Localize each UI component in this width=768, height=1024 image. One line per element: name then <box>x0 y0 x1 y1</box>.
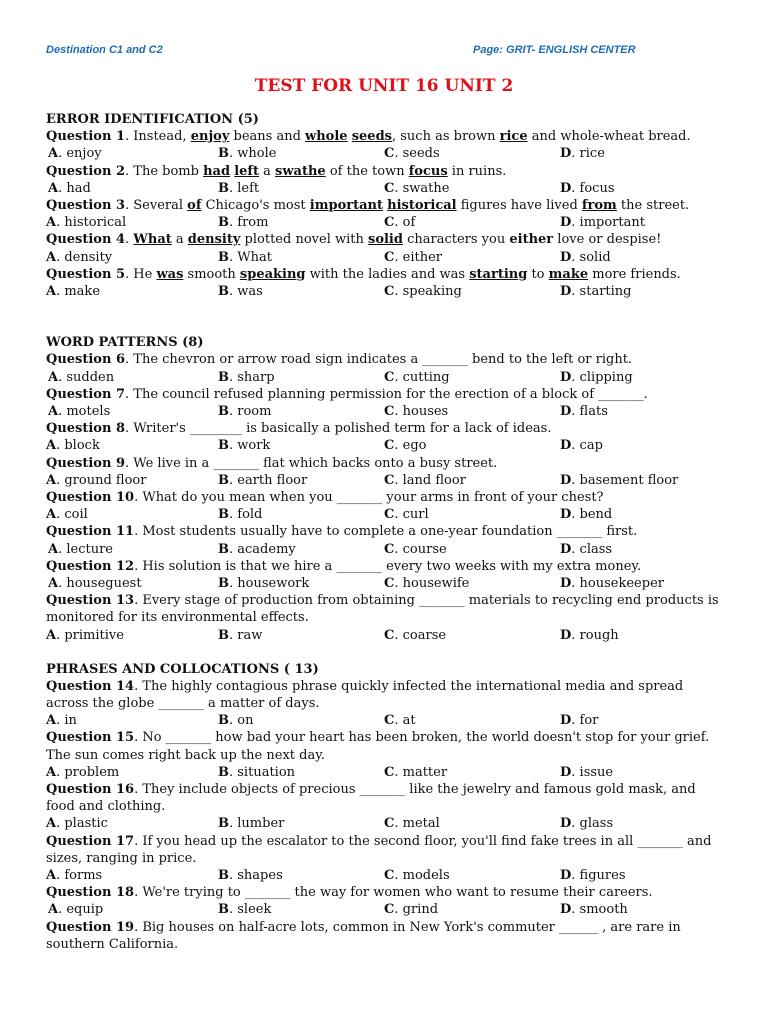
option-c[interactable]: C. models <box>384 868 450 884</box>
question-5-options <box>46 283 720 300</box>
question-11: Question 11. Most students usually have to complete a one-year foundation _______ first. <box>46 524 638 540</box>
option-a[interactable]: A. density <box>46 249 113 265</box>
option-b[interactable]: B. What <box>218 249 272 265</box>
option-d[interactable]: D. smooth <box>560 902 628 918</box>
spacer <box>46 300 720 334</box>
question-10: Question 10. What do you mean when you _______ your arms in front of your chest? <box>46 489 604 505</box>
option-d[interactable]: D. class <box>560 541 613 557</box>
option-d[interactable]: D. housekeeper <box>560 575 664 591</box>
question-7-options <box>46 403 720 420</box>
question-3-options <box>46 214 720 231</box>
question-15: Question 15. No _______ how bad your heart has been broken, the world doesn't stop for your grief. The sun comes right back up the next day. <box>46 730 710 763</box>
option-b[interactable]: B. sleek <box>218 902 272 918</box>
question-5: Question 5. He was smooth speaking with the ladies and was starting to make more friends. <box>46 266 681 282</box>
option-c[interactable]: C. either <box>384 249 442 265</box>
option-a[interactable]: A. lecture <box>48 541 113 557</box>
question-2-options <box>46 180 720 197</box>
option-c[interactable]: C. ego <box>384 438 427 454</box>
page-title: TEST FOR UNIT 16 UNIT 2 <box>254 76 514 96</box>
question-16-options <box>46 815 720 832</box>
question-16: Question 16. They include objects of precious _______ like the jewelry and famous gold mask, and food and clothing. <box>46 782 696 815</box>
question-9: Question 9. We live in a _______ flat which backs onto a busy street. <box>46 455 498 471</box>
option-b[interactable]: B. lumber <box>218 816 285 832</box>
question-19: Question 19. Big houses on half-acre lots, common in New York's commuter ______ , are rare in southern California. <box>46 919 681 952</box>
option-a[interactable]: A. houseguest <box>48 575 142 591</box>
question-2: Question 2. The bomb had left a swathe of the town focus in ruins. <box>46 163 507 179</box>
option-a[interactable]: A. equip <box>48 902 104 918</box>
option-d[interactable]: D. basement floor <box>560 472 679 488</box>
question-13: Question 13. Every stage of production from obtaining _______ materials to recycling end products is monitored for its environmental effects. <box>46 593 719 626</box>
question-18: Question 18. We're trying to _______ the way for women who want to resume their careers. <box>46 885 653 901</box>
option-a[interactable]: A. in <box>46 713 77 729</box>
option-d[interactable]: D. rough <box>560 627 619 643</box>
question-1: Question 1. Instead, enjoy beans and whole seeds, such as brown rice and whole-wheat bread. <box>46 129 691 145</box>
question-12: Question 12. His solution is that we hire a _______ every two weeks with my extra money. <box>46 558 642 574</box>
question-6: Question 6. The chevron or arrow road sign indicates a _______ bend to the left or right. <box>46 352 633 368</box>
option-a[interactable]: A. ground floor <box>46 472 147 488</box>
option-d[interactable]: D. for <box>560 713 599 729</box>
option-d[interactable]: D. cap <box>560 438 603 454</box>
option-c[interactable]: C. coarse <box>384 627 447 643</box>
option-b[interactable]: B. fold <box>218 507 263 523</box>
option-b[interactable]: B. was <box>218 283 263 299</box>
section-heading-word-patterns: WORD PATTERNS (8) <box>46 335 204 351</box>
option-c[interactable]: C. houses <box>384 403 449 419</box>
option-d[interactable]: D. solid <box>560 249 611 265</box>
header-left: Destination C1 and C2 <box>46 44 163 56</box>
section-heading-error: ERROR IDENTIFICATION (5) <box>46 112 259 127</box>
option-b[interactable]: B. whole <box>218 146 277 162</box>
question-4-options <box>46 249 720 266</box>
option-d[interactable]: D. glass <box>560 816 614 832</box>
option-c[interactable]: C. land floor <box>384 472 466 488</box>
question-12-options <box>46 575 720 592</box>
option-a[interactable]: A. sudden <box>48 369 115 385</box>
question-17-options <box>46 867 720 884</box>
question-17: Question 17. If you head up the escalator to the second floor, you'll find fake trees in all _______ and sizes, ranging in price. <box>46 833 712 866</box>
option-b[interactable]: B. on <box>218 713 254 729</box>
question-14-options <box>46 712 720 729</box>
question-10-options <box>46 506 720 523</box>
section-heading-phrases: PHRASES AND COLLOCATIONS ( 13) <box>46 661 319 677</box>
option-a[interactable]: A. make <box>46 283 101 299</box>
option-c[interactable]: C. of <box>384 215 416 231</box>
option-d[interactable]: D. flats <box>560 403 608 419</box>
option-d[interactable]: D. clipping <box>560 369 633 385</box>
option-a[interactable]: A. block <box>46 438 100 454</box>
option-a[interactable]: A. plastic <box>46 816 108 832</box>
question-3: Question 3. Several of Chicago's most important historical figures have lived from the street. <box>46 197 690 213</box>
question-8: Question 8. Writer's ________ is basically a polished term for a lack of ideas. <box>46 421 552 437</box>
option-b[interactable]: B. earth floor <box>218 472 308 488</box>
option-c[interactable]: C. at <box>384 713 416 729</box>
question-18-options <box>46 901 720 918</box>
question-14: Question 14. The highly contagious phrase quickly infected the international media and spread across the globe _______ a matter of days. <box>46 678 684 712</box>
option-c[interactable]: C. swathe <box>384 180 450 196</box>
test-content <box>46 111 720 953</box>
option-a[interactable]: A. primitive <box>46 627 124 643</box>
option-b[interactable]: B. academy <box>218 541 296 557</box>
question-8-options <box>46 437 720 454</box>
option-c[interactable]: C. matter <box>384 764 448 780</box>
question-1-options <box>46 145 720 162</box>
question-6-options <box>46 369 720 386</box>
option-b[interactable]: B. room <box>218 403 272 419</box>
option-b[interactable]: B. housework <box>218 575 310 591</box>
option-a[interactable]: A. forms <box>46 868 103 884</box>
question-4: Question 4. What a density plotted novel with solid characters you either love or despise! <box>46 232 662 248</box>
option-d[interactable]: D. figures <box>560 868 626 884</box>
option-d[interactable]: D. focus <box>560 180 615 196</box>
option-c[interactable]: C. curl <box>384 507 429 523</box>
option-b[interactable]: B. situation <box>218 764 296 780</box>
spacer <box>46 644 720 661</box>
question-13-options <box>46 627 720 644</box>
option-a[interactable]: A. motels <box>48 403 111 419</box>
option-d[interactable]: D. starting <box>560 283 632 299</box>
option-c[interactable]: C. seeds <box>384 146 440 162</box>
question-9-options <box>46 472 720 489</box>
header-right: Page: GRIT- ENGLISH CENTER <box>473 44 636 56</box>
option-a[interactable]: A. problem <box>46 764 120 780</box>
option-d[interactable]: D. bend <box>560 507 613 523</box>
option-a[interactable]: A. had <box>48 180 91 196</box>
option-b[interactable]: B. work <box>218 438 271 454</box>
option-c[interactable]: C. metal <box>384 816 440 832</box>
option-b[interactable]: B. sharp <box>218 369 275 385</box>
option-d[interactable]: D. issue <box>560 764 614 780</box>
option-a[interactable]: A. enjoy <box>48 146 102 162</box>
option-d[interactable]: D. rice <box>560 146 605 162</box>
option-b[interactable]: B. left <box>218 180 260 196</box>
option-c[interactable]: C. course <box>384 541 447 557</box>
option-b[interactable]: B. raw <box>218 627 263 643</box>
option-c[interactable]: C. cutting <box>384 369 450 385</box>
option-d[interactable]: D. important <box>560 215 645 231</box>
option-a[interactable]: A. coil <box>46 507 88 523</box>
option-b[interactable]: B. from <box>218 215 269 231</box>
option-b[interactable]: B. shapes <box>218 868 283 884</box>
question-15-options <box>46 764 720 781</box>
option-a[interactable]: A. historical <box>46 215 127 231</box>
option-c[interactable]: C. housewife <box>384 575 470 591</box>
question-11-options <box>46 541 720 558</box>
option-c[interactable]: C. speaking <box>384 283 462 299</box>
question-7: Question 7. The council refused planning permission for the erection of a block of _______. <box>46 386 648 402</box>
option-c[interactable]: C. grind <box>384 902 439 918</box>
